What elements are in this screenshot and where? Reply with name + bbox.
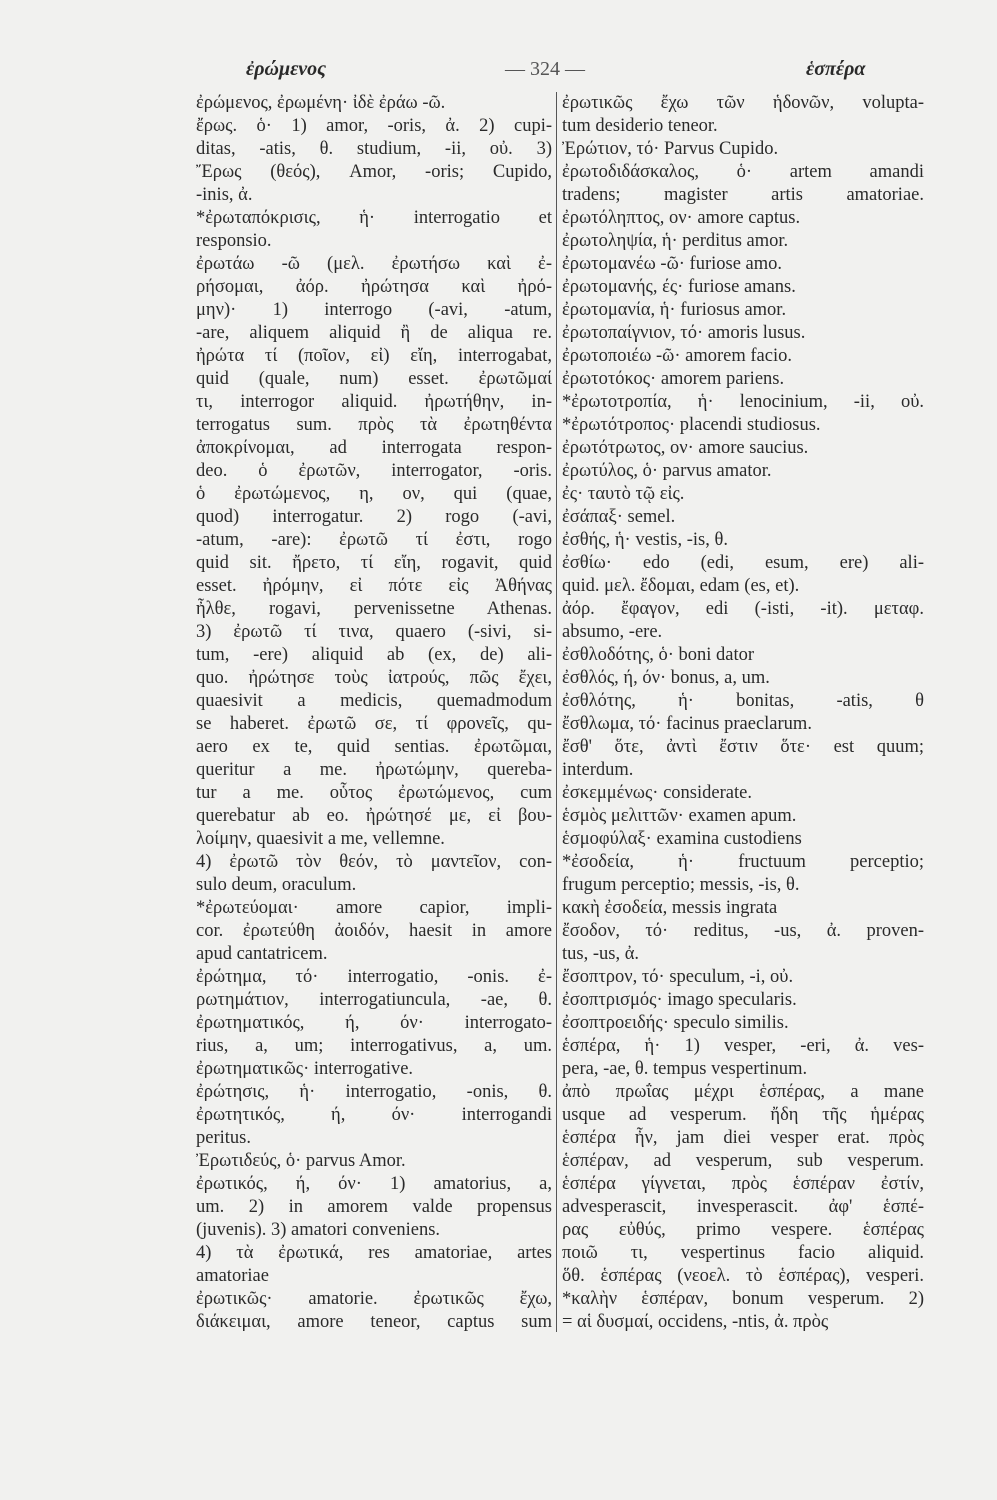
text-line: -are, aliquem aliquid ἢ de aliqua re.: [196, 323, 552, 343]
text-line: pera, -ae, θ. tempus vespertinum.: [562, 1059, 808, 1079]
text-line: Ἐρώτιον, τό· Parvus Cupido.: [562, 139, 779, 159]
text-line: terrogatus sum. πρὸς τὰ ἐρωτηθέντα: [196, 415, 552, 435]
text-line: ἀποκρίνομαι, ad interrogata respon-: [196, 438, 552, 458]
text-line: τι, interrogor aliquid. ἠρωτήθην, in-: [196, 392, 552, 412]
text-line: ἦλθε, rogavi, pervenissetne Athenas.: [196, 599, 552, 619]
text-line: quid sit. ἤρετο, τί εἴη, rogavit, quid: [196, 553, 552, 573]
text-line: ἐσθλός, ή, όν· bonus, a, um.: [562, 668, 770, 688]
text-line: tradens; magister artis amatoriae.: [562, 185, 924, 205]
text-line: ditas, -atis, θ. studium, -ii, οὐ. 3): [196, 139, 552, 159]
text-line: ἐρώτησις, ἡ· interrogatio, -onis, θ.: [196, 1082, 552, 1102]
page-number: — 324 —: [505, 58, 585, 80]
text-line: ἠρώτα τί (ποῖον, εἰ) εἴη, interrogabat,: [196, 346, 552, 366]
text-line: interdum.: [562, 760, 634, 780]
text-line: Ἔρως (θεός), Amor, -oris; Cupido,: [196, 162, 552, 182]
text-line: ἔσθλωμα, τό· facinus praeclarum.: [562, 714, 812, 734]
text-line: ρωτημάτιον, interrogatiuncula, -ae, θ.: [196, 990, 552, 1010]
text-line: ἐσοπτρισμός· imago specularis.: [562, 990, 797, 1010]
text-line: quid. μελ. ἔδομαι, edam (es, et).: [562, 576, 800, 596]
text-line: ἐσάπαξ· semel.: [562, 507, 676, 527]
text-line: ἐρωτικῶς ἔχω τῶν ἡδονῶν, volupta-: [562, 93, 924, 113]
text-line: queritur a me. ἠρωτώμην, quereba-: [196, 760, 552, 780]
text-line: *καλὴν ἑσπέραν, bonum vesperum. 2): [562, 1289, 924, 1309]
text-line: tus, -us, ἀ.: [562, 944, 640, 964]
text-line: ἐσθής, ἡ· vestis, -is, θ.: [562, 530, 728, 550]
text-line: quid (quale, num) esset. ἐρωτῶμαί: [196, 369, 552, 389]
text-line: ἐρωτάω -ῶ (μελ. ἐρωτήσω καὶ ἐ-: [196, 254, 552, 274]
text-line: μην)· 1) interrogo (-avi, -atum,: [196, 300, 552, 320]
text-line: ἐρωτομανής, ές· furiose amans.: [562, 277, 796, 297]
text-line: ἐρωτηματικῶς· interrogative.: [196, 1059, 414, 1079]
text-line: absumo, -ere.: [562, 622, 663, 642]
text-line: ποιῶ τι, vespertinus facio aliquid.: [562, 1243, 924, 1263]
text-line: ἐρωτομανέω -ῶ· furiose amo.: [562, 254, 783, 274]
text-line: κακὴ ἐσοδεία, messis ingrata: [562, 898, 778, 918]
text-line: ἐρωτητικός, ή, όν· interrogandi: [196, 1105, 552, 1125]
text-line: usque ad vesperum. ἤδη τῆς ἡμέρας: [562, 1105, 924, 1125]
text-line: ἔσθ' ὅτε, ἀντὶ ἔστιν ὅτε· est quum;: [562, 737, 924, 757]
text-line: ἑσπέρα, ἡ· 1) vesper, -eri, ἀ. ves-: [562, 1036, 924, 1056]
text-line: aero ex te, quid sentias. ἐρωτῶμαι,: [196, 737, 552, 757]
text-line: tum, -ere) aliquid ab (ex, de) ali-: [196, 645, 552, 665]
running-head-right: ἑσπέρα: [806, 58, 866, 80]
text-line: ὁ ἐρωτώμενος, η, ον, qui (quae,: [196, 484, 552, 504]
text-line: ἐσθλοδότης, ὁ· boni dator: [562, 645, 755, 665]
text-line: ἔσοπτρον, τό· speculum, -i, οὐ.: [562, 967, 794, 987]
text-line: frugum perceptio; messis, -is, θ.: [562, 875, 800, 895]
text-line: ἐρωτομανία, ἡ· furiosus amor.: [562, 300, 787, 320]
text-line: ἐρωτοποιέω -ῶ· amorem facio.: [562, 346, 792, 366]
text-line: ἐρωτηματικός, ή, όν· interrogato-: [196, 1013, 552, 1033]
text-line: amatoriae: [196, 1266, 269, 1286]
text-line: ἑσμοφύλαξ· examina custodiens: [562, 829, 802, 849]
text-line: 3) ἐρωτῶ τί τινα, quaero (-sivi, si-: [196, 622, 552, 642]
text-line: ἐρωτοτόκος· amorem pariens.: [562, 369, 785, 389]
text-line: ὅθ. ἑσπέρας (νεοελ. τὸ ἑσπέρας), vesperi.: [562, 1266, 924, 1286]
text-line: ἐς· ταυτὸ τῷ εἰς.: [562, 484, 685, 504]
text-line: ἀπὸ πρωΐας μέχρι ἑσπέρας, a mane: [562, 1082, 924, 1102]
text-line: ρήσομαι, ἀόρ. ἠρώτησα καὶ ἠρό-: [196, 277, 552, 297]
text-line: *ἐρωτότροπος· placendi studiosus.: [562, 415, 821, 435]
text-line: querebatur ab eo. ἠρώτησέ με, εἰ βου-: [196, 806, 552, 826]
text-line: ρας εὐθύς, primo vespere. ἑσπέρας: [562, 1220, 924, 1240]
text-line: ἐρωτοπαίγνιον, τό· amoris lusus.: [562, 323, 806, 343]
text-line: quaesivit a medicis, quemadmodum: [196, 691, 552, 711]
text-line: ἔσοδον, τό· reditus, -us, ἀ. proven-: [562, 921, 924, 941]
text-line: ἀόρ. ἔφαγον, edi (-isti, -it). μεταφ.: [562, 599, 924, 619]
text-line: 4) τὰ ἐρωτικά, res amatoriae, artes: [196, 1243, 552, 1263]
text-line: ἐρωτότρωτος, ον· amore saucius.: [562, 438, 809, 458]
text-line: *ἐρωτεύομαι· amore capior, impli-: [196, 898, 552, 918]
text-line: quod) interrogatur. 2) rogo (-avi,: [196, 507, 552, 527]
column-divider: [556, 92, 557, 1332]
text-line: cor. ἐρωτεύθη ἀοιδόν, haesit in amore: [196, 921, 552, 941]
text-line: ἑσπέρα ἦν, jam diei vesper erat. πρὸς: [562, 1128, 924, 1148]
text-line: quo. ἠρώτησε τοὺς ἰατρούς, πῶς ἔχει,: [196, 668, 552, 688]
text-line: ἐρωτικός, ή, όν· 1) amatorius, a,: [196, 1174, 552, 1194]
left-column: [196, 92, 552, 1334]
text-line: deo. ὁ ἐρωτῶν, interrogator, -oris.: [196, 461, 552, 481]
text-line: -inis, ἀ.: [196, 185, 253, 205]
text-line: ἐρωτύλος, ὁ· parvus amator.: [562, 461, 772, 481]
text-line: ἐσοπτροειδής· speculo similis.: [562, 1013, 789, 1033]
text-line: ἐρώτημα, τό· interrogatio, -onis. ἐ-: [196, 967, 552, 987]
right-column: [562, 92, 924, 1334]
text-line: ἐρωτόληπτος, ον· amore captus.: [562, 208, 801, 228]
text-line: rius, a, um; interrogativus, a, um.: [196, 1036, 552, 1056]
text-line: Ἐρωτιδεύς, ὁ· parvus Amor.: [196, 1151, 406, 1171]
text-line: ἐσκεμμένως· considerate.: [562, 783, 752, 803]
text-line: (juvenis). 3) amatori conveniens.: [196, 1220, 441, 1240]
text-line: ἐσθλότης, ἡ· bonitas, -atis, θ: [562, 691, 924, 711]
text-line: ἐσθίω· edo (edi, esum, ere) ali-: [562, 553, 924, 573]
text-line: = αἱ δυσμαί, occidens, -ntis, ἀ. πρὸς: [562, 1312, 829, 1332]
text-line: ἐρωτοληψία, ἡ· perditus amor.: [562, 231, 789, 251]
text-line: esset. ἠρόμην, εἰ πότε εἰς Ἀθήνας: [196, 576, 552, 596]
text-line: λοίμην, quaesivit a me, vellemne.: [196, 829, 445, 849]
running-head-left: ἐρώμενος: [246, 58, 327, 80]
text-line: tur a me. οὗτος ἐρωτώμενος, cum: [196, 783, 552, 803]
text-line: apud cantatricem.: [196, 944, 328, 964]
text-line: sulo deum, oraculum.: [196, 875, 357, 895]
text-line: um. 2) in amorem valde propensus: [196, 1197, 552, 1217]
text-line: ἐρωτικῶς· amatorie. ἐρωτικῶς ἔχω,: [196, 1289, 552, 1309]
text-line: ἐρωτοδιδάσκαλος, ὁ· artem amandi: [562, 162, 924, 182]
text-line: tum desiderio teneor.: [562, 116, 718, 136]
text-line: se haberet. ἐρωτῶ σε, τί φρονεῖς, qu-: [196, 714, 552, 734]
text-line: διάκειμαι, amore teneor, captus sum: [196, 1312, 552, 1332]
text-line: ἐρώμενος, ἐρωμένη· ἰδὲ ἐράω -ῶ.: [196, 93, 446, 113]
text-line: 4) ἐρωτῶ τὸν θεόν, τὸ μαντεῖον, con-: [196, 852, 552, 872]
text-line: peritus.: [196, 1128, 251, 1148]
text-line: *ἐρωταπόκρισις, ἡ· interrogatio et: [196, 208, 552, 228]
text-line: *ἐσοδεία, ἡ· fructuum perceptio;: [562, 852, 924, 872]
text-line: ἔρως. ὁ· 1) amor, -oris, ἀ. 2) cupi-: [196, 116, 552, 136]
text-line: *ἐρωτοτροπία, ἡ· lenocinium, -ii, οὐ.: [562, 392, 924, 412]
text-line: responsio.: [196, 231, 272, 251]
text-line: advesperascit, invesperascit. ἀφ' ἑσπέ-: [562, 1197, 924, 1217]
text-line: ἑσπέραν, ad vesperum, sub vesperum.: [562, 1151, 924, 1171]
text-line: ἑσπέρα γίγνεται, πρὸς ἑσπέραν ἐστίν,: [562, 1174, 924, 1194]
text-line: -atum, -are): ἐρωτῶ τί ἐστι, rogo: [196, 530, 552, 550]
text-line: ἑσμὸς μελιττῶν· examen apum.: [562, 806, 797, 826]
